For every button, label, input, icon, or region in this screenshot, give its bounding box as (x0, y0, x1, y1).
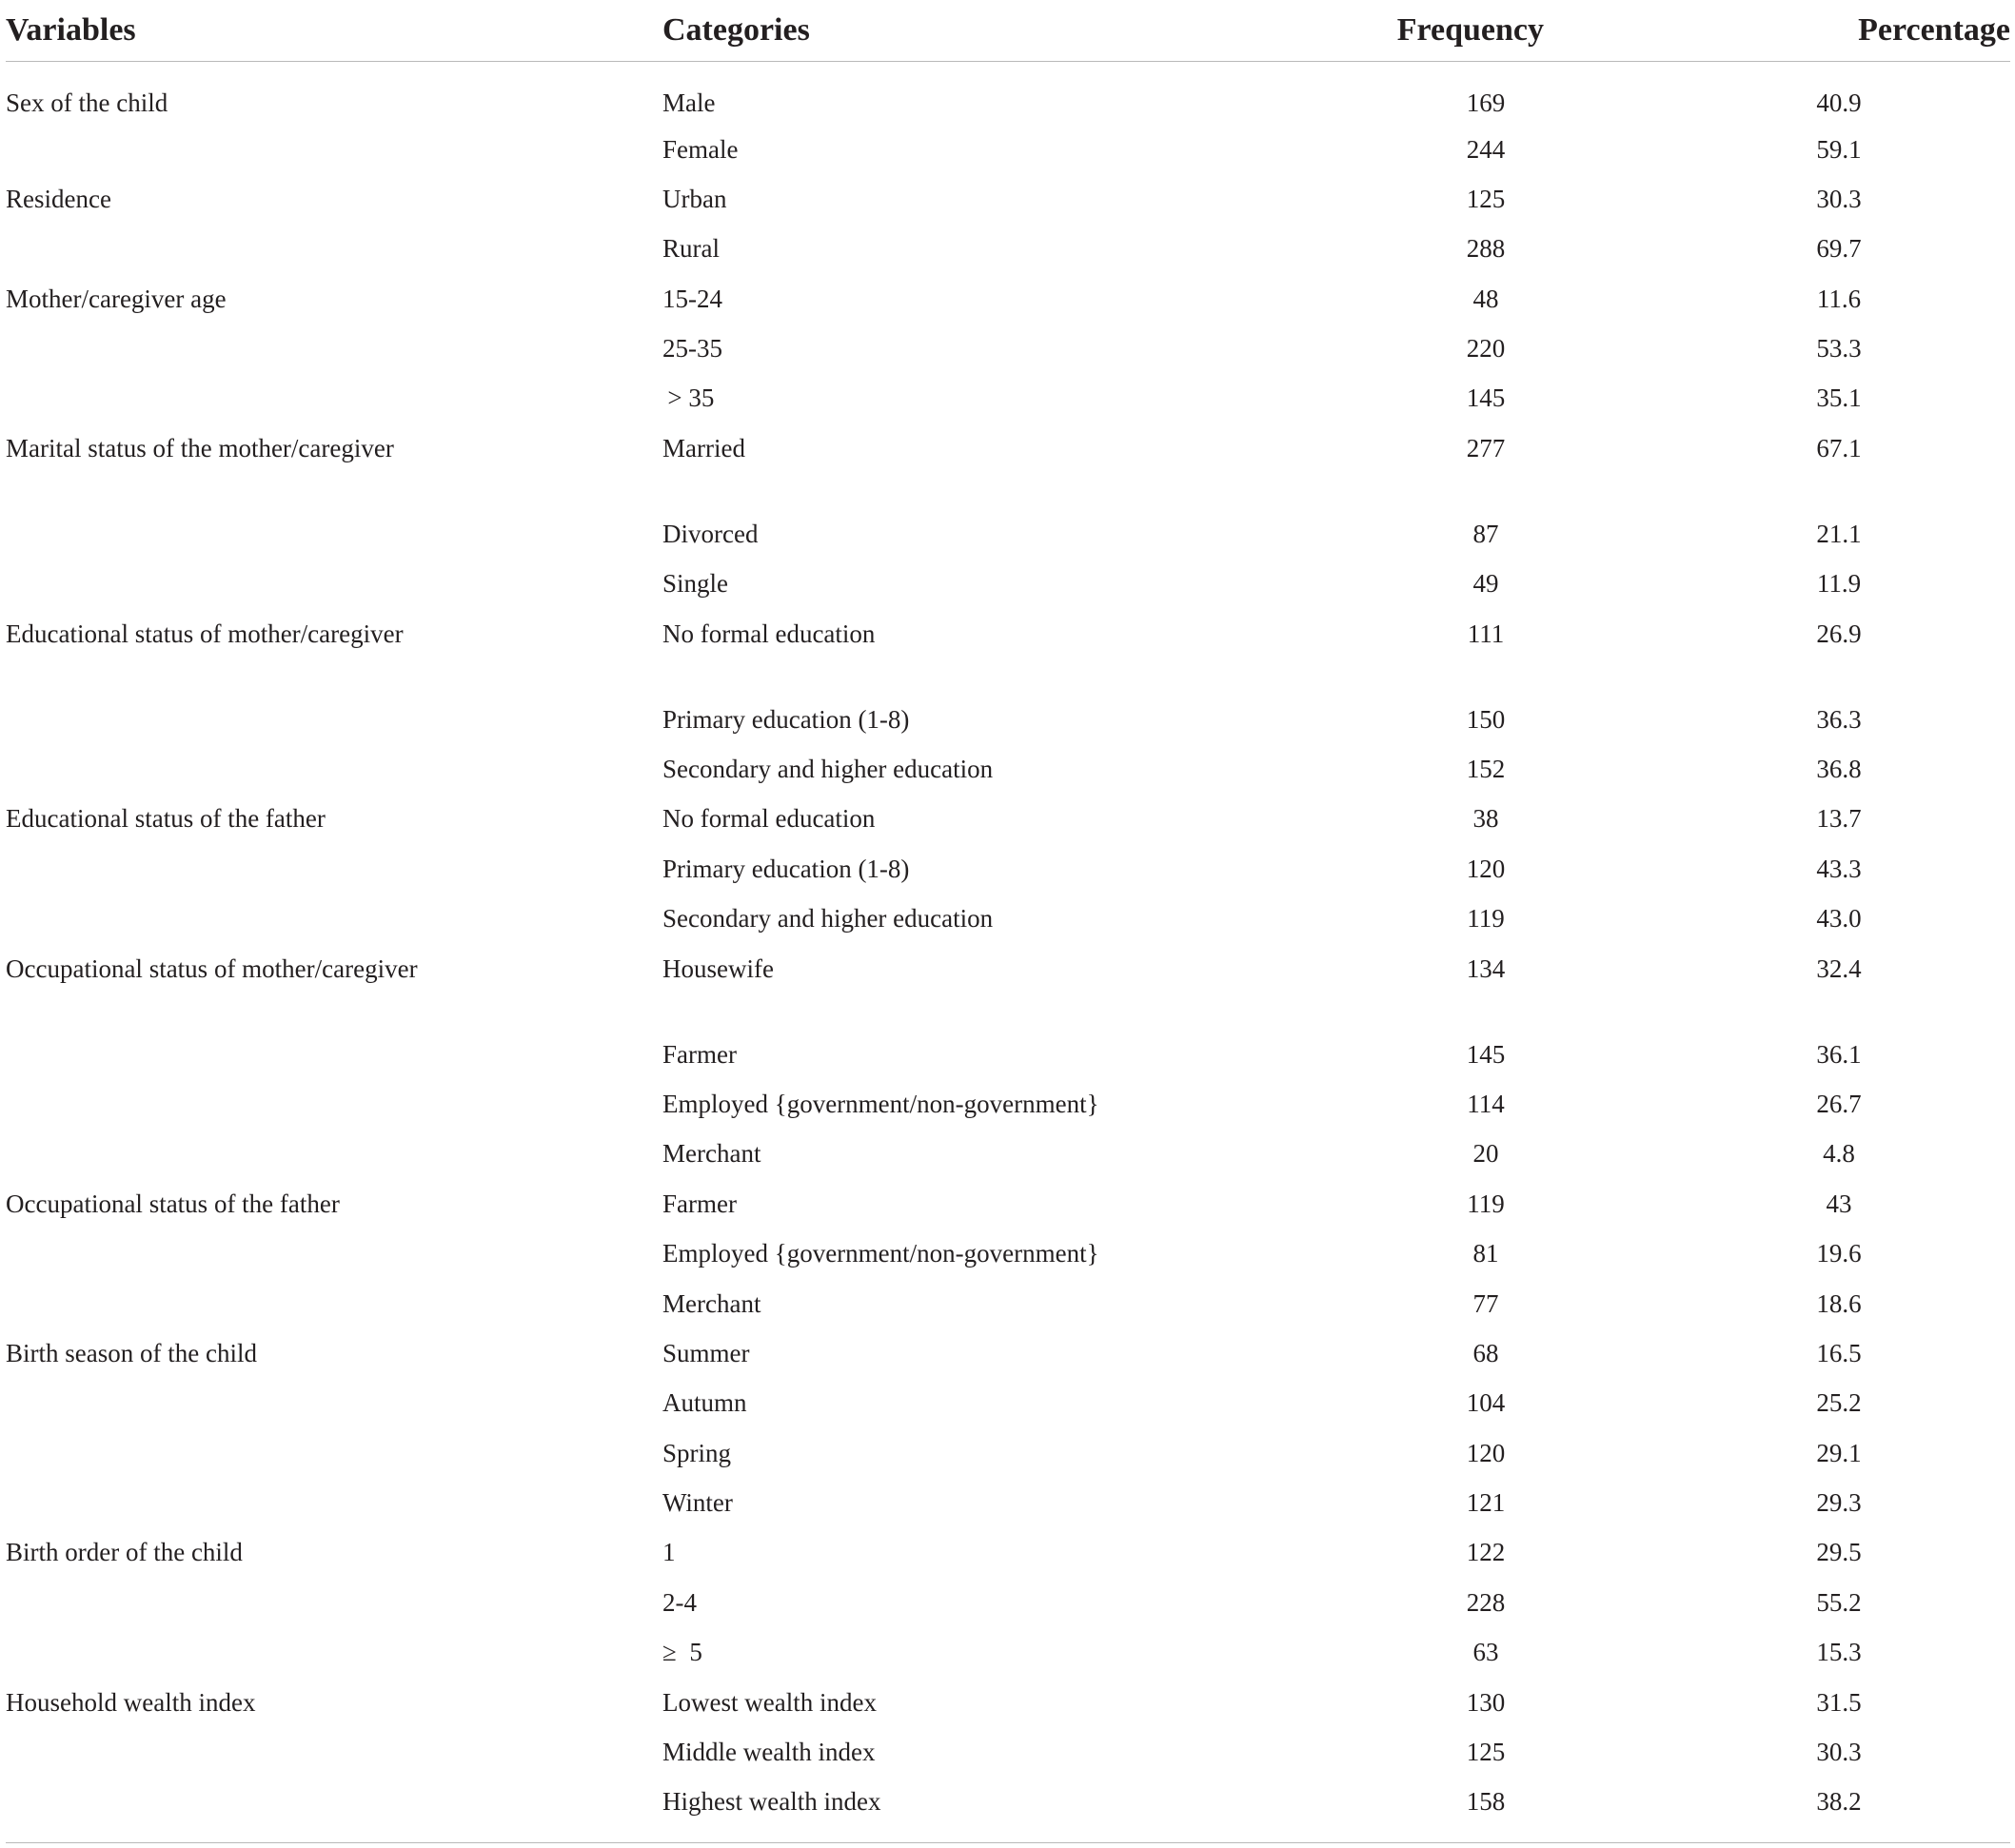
variable-cell (6, 1079, 662, 1129)
percentage-cell: 55.2 (1816, 1587, 1862, 1617)
variable-cell: Educational status of the father (6, 804, 326, 834)
variable-cell (6, 744, 662, 794)
table-row (6, 1328, 2010, 1378)
percentage-cell: 11.9 (1816, 569, 1862, 599)
variable-cell: Occupational status of the father (6, 1189, 340, 1218)
variable-cell: Residence (6, 184, 111, 213)
variable-cell: Sex of the child (6, 88, 168, 117)
category-cell: Middle wealth index (662, 1738, 876, 1767)
frequency-cell: 152 (1466, 755, 1506, 784)
header-categories: Categories (662, 0, 1329, 62)
category-cell: Female (662, 134, 739, 164)
frequency-cell: 134 (1466, 953, 1506, 983)
percentage-cell: 18.6 (1816, 1288, 1862, 1318)
table-row (6, 1578, 2010, 1627)
header-variables: Variables (6, 0, 662, 62)
frequency-cell: 150 (1466, 704, 1506, 734)
percentage-cell: 29.5 (1816, 1538, 1862, 1567)
frequency-cell: 38 (1472, 804, 1499, 834)
percentage-cell: 19.6 (1816, 1239, 1862, 1268)
table-row (6, 794, 2010, 843)
category-cell: ≥ 5 (662, 1638, 702, 1667)
variable-cell (6, 1378, 662, 1427)
frequency-cell: 125 (1466, 1738, 1506, 1767)
percentage-cell: 59.1 (1816, 134, 1862, 164)
table-row (6, 1428, 2010, 1478)
table-row (6, 1527, 2010, 1577)
category-cell: Employed {government/non-government} (662, 1089, 1099, 1118)
frequency-cell: 81 (1472, 1239, 1499, 1268)
variable-cell (6, 1229, 662, 1278)
variable-cell: Educational status of mother/caregiver (6, 619, 404, 648)
variable-cell (6, 894, 662, 943)
category-cell: Secondary and higher education (662, 904, 994, 934)
frequency-cell: 145 (1466, 383, 1506, 413)
category-cell: Rural (662, 234, 720, 264)
variable-cell (6, 1030, 662, 1079)
variable-cell (6, 1727, 662, 1777)
variable-cell (6, 559, 662, 608)
category-cell: Primary education (1-8) (662, 854, 910, 883)
percentage-cell: 15.3 (1816, 1638, 1862, 1667)
frequency-cell: 288 (1466, 234, 1506, 264)
variable-cell: Marital status of the mother/caregiver (6, 433, 394, 462)
frequency-cell: 104 (1466, 1388, 1506, 1418)
category-cell: 25-35 (662, 334, 722, 364)
category-cell: > 35 (662, 383, 715, 413)
table-row (6, 1179, 2010, 1229)
frequency-cell: 244 (1466, 134, 1506, 164)
category-cell: Farmer (662, 1189, 737, 1218)
variable-cell: Occupational status of mother/caregiver (6, 953, 418, 983)
percentage-cell: 67.1 (1816, 433, 1862, 462)
variable-cell (6, 509, 662, 559)
frequency-cell: 169 (1466, 88, 1506, 117)
frequency-cell: 119 (1467, 904, 1505, 934)
variable-cell (6, 224, 662, 273)
table-row (6, 844, 2010, 894)
table-row (6, 174, 2010, 224)
table-row (6, 1478, 2010, 1527)
table-row (6, 423, 2010, 509)
table-bottom-rule (6, 1842, 2010, 1843)
table-row (6, 894, 2010, 943)
category-cell: Married (662, 433, 745, 462)
frequency-cell: 111 (1467, 619, 1505, 648)
category-cell: Summer (662, 1338, 750, 1367)
table-row (6, 1129, 2010, 1178)
percentage-cell: 43.3 (1816, 854, 1862, 883)
category-cell: Winter (662, 1488, 733, 1518)
percentage-cell: 29.1 (1816, 1438, 1862, 1467)
table-row (6, 559, 2010, 608)
variable-cell: Mother/caregiver age (6, 284, 227, 313)
percentage-cell: 26.7 (1816, 1089, 1862, 1118)
frequency-cell: 20 (1472, 1139, 1499, 1169)
table-body (6, 62, 2010, 1827)
percentage-cell: 32.4 (1816, 953, 1862, 983)
variable-cell: Household wealth index (6, 1687, 256, 1717)
frequency-cell: 125 (1466, 184, 1506, 213)
category-cell: No formal education (662, 804, 876, 834)
frequency-cell: 49 (1472, 569, 1499, 599)
variable-cell (6, 1578, 662, 1627)
table-row (6, 1030, 2010, 1079)
frequency-cell: 145 (1466, 1039, 1506, 1069)
table-row (6, 62, 2010, 125)
variable-cell (6, 324, 662, 373)
variable-cell (6, 1279, 662, 1328)
percentage-cell: 36.8 (1816, 755, 1862, 784)
frequency-cell: 120 (1466, 854, 1506, 883)
table-row (6, 944, 2010, 1030)
frequency-cell: 220 (1466, 334, 1506, 364)
table-row (6, 1229, 2010, 1278)
category-cell: 15-24 (662, 284, 722, 313)
frequency-cell: 63 (1472, 1638, 1499, 1667)
frequency-table (6, 0, 2010, 1827)
header-row (6, 0, 2010, 62)
category-cell: Single (662, 569, 729, 599)
variable-cell (6, 1777, 662, 1826)
table-row (6, 509, 2010, 559)
table-row (6, 373, 2010, 423)
frequency-cell: 48 (1472, 284, 1499, 313)
category-cell: Highest wealth index (662, 1787, 881, 1817)
percentage-cell: 26.9 (1816, 619, 1862, 648)
percentage-cell: 29.3 (1816, 1488, 1862, 1518)
variable-cell: Birth order of the child (6, 1538, 243, 1567)
percentage-cell: 43 (1826, 1189, 1852, 1218)
percentage-cell: 38.2 (1816, 1787, 1862, 1817)
category-cell: Merchant (662, 1139, 761, 1169)
frequency-cell: 121 (1466, 1488, 1506, 1518)
percentage-cell: 30.3 (1816, 184, 1862, 213)
header-frequency: Frequency (1329, 0, 1643, 62)
percentage-cell: 11.6 (1816, 284, 1862, 313)
table-row (6, 125, 2010, 174)
table-row (6, 1378, 2010, 1427)
category-cell: Farmer (662, 1039, 737, 1069)
table-row (6, 224, 2010, 273)
category-cell: Male (662, 88, 716, 117)
table-row (6, 1627, 2010, 1677)
table-row (6, 1678, 2010, 1727)
frequency-cell: 228 (1466, 1587, 1506, 1617)
category-cell: Spring (662, 1438, 732, 1467)
percentage-cell: 13.7 (1816, 804, 1862, 834)
category-cell: 2-4 (662, 1587, 697, 1617)
category-cell: Employed {government/non-government} (662, 1239, 1099, 1268)
variable-cell (6, 695, 662, 744)
table-row (6, 274, 2010, 324)
percentage-cell: 43.0 (1816, 904, 1862, 934)
table-row (6, 609, 2010, 695)
table-row (6, 1727, 2010, 1777)
table-row (6, 1777, 2010, 1826)
table-row (6, 324, 2010, 373)
percentage-cell: 30.3 (1816, 1738, 1862, 1767)
percentage-cell: 36.3 (1816, 704, 1862, 734)
category-cell: 1 (662, 1538, 676, 1567)
frequency-cell: 68 (1472, 1338, 1499, 1367)
variable-cell (6, 1129, 662, 1178)
category-cell: Autumn (662, 1388, 747, 1418)
frequency-cell: 277 (1466, 433, 1506, 462)
category-cell: Primary education (1-8) (662, 704, 910, 734)
table-row (6, 1279, 2010, 1328)
table-row (6, 744, 2010, 794)
percentage-cell: 69.7 (1816, 234, 1862, 264)
variable-cell (6, 125, 662, 174)
category-cell: Urban (662, 184, 727, 213)
category-cell: Merchant (662, 1288, 761, 1318)
variable-cell: Birth season of the child (6, 1338, 257, 1367)
frequency-cell: 158 (1466, 1787, 1506, 1817)
percentage-cell: 21.1 (1816, 519, 1862, 548)
table-row (6, 695, 2010, 744)
variable-cell (6, 373, 662, 423)
percentage-cell: 25.2 (1816, 1388, 1862, 1418)
category-cell: Secondary and higher education (662, 755, 994, 784)
variable-cell (6, 1627, 662, 1677)
percentage-cell: 36.1 (1816, 1039, 1862, 1069)
frequency-cell: 120 (1466, 1438, 1506, 1467)
category-cell: Lowest wealth index (662, 1687, 877, 1717)
category-cell: Housewife (662, 953, 774, 983)
percentage-cell: 40.9 (1816, 88, 1862, 117)
variable-cell (6, 1478, 662, 1527)
table-header (6, 0, 2010, 62)
category-cell: Divorced (662, 519, 759, 548)
percentage-cell: 35.1 (1816, 383, 1862, 413)
percentage-cell: 31.5 (1816, 1687, 1862, 1717)
variable-cell (6, 844, 662, 894)
header-percentage: Percentage (1643, 0, 2010, 62)
frequency-cell: 87 (1472, 519, 1499, 548)
category-cell: No formal education (662, 619, 876, 648)
frequency-cell: 114 (1467, 1089, 1505, 1118)
frequency-cell: 130 (1466, 1687, 1506, 1717)
table-row (6, 1079, 2010, 1129)
percentage-cell: 16.5 (1816, 1338, 1862, 1367)
frequency-cell: 77 (1472, 1288, 1499, 1318)
variable-cell (6, 1428, 662, 1478)
frequency-cell: 119 (1467, 1189, 1505, 1218)
percentage-cell: 53.3 (1816, 334, 1862, 364)
frequency-cell: 122 (1466, 1538, 1506, 1567)
percentage-cell: 4.8 (1823, 1139, 1855, 1169)
